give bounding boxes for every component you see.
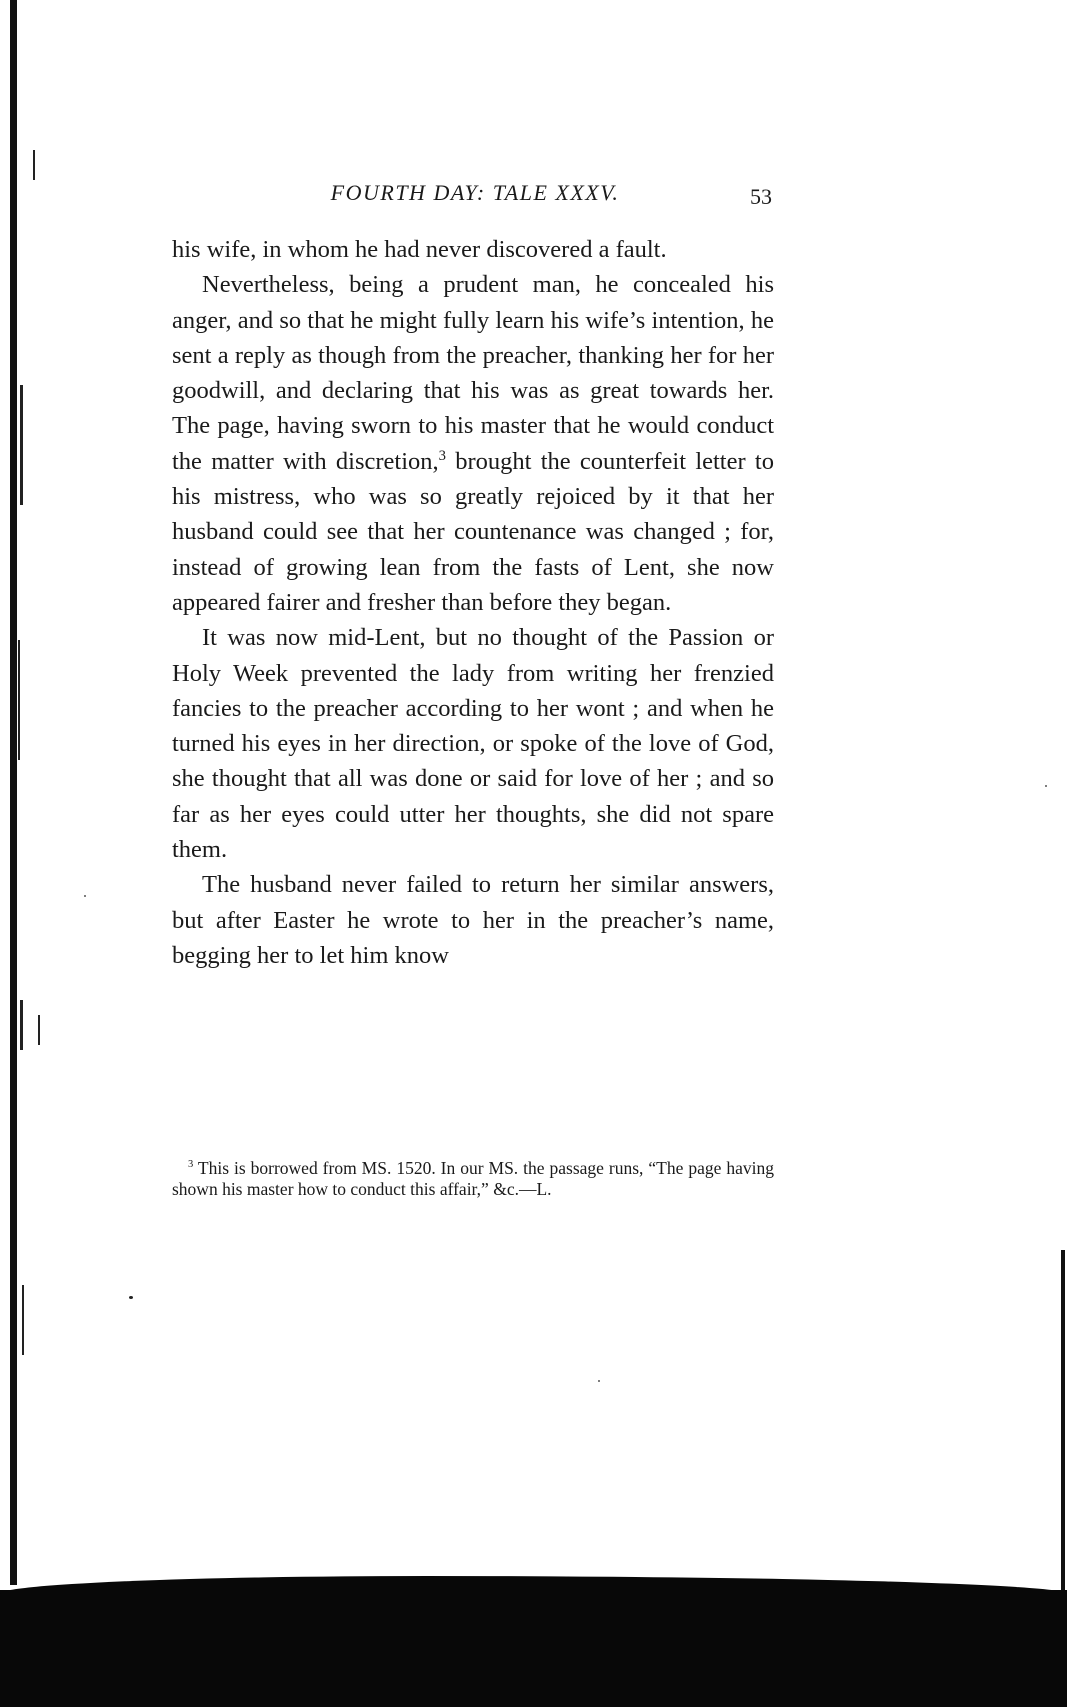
scan-speck (598, 1380, 600, 1382)
paragraph-text: The husband never failed to return her similar answers, but after Easter he wrote to her in the preacher’s name, begging her to let him know (172, 871, 774, 969)
binding-mark (33, 150, 35, 180)
running-head: FOURTH DAY: TALE XXXV. (330, 180, 620, 205)
scan-speck (129, 1296, 133, 1299)
paragraph (172, 267, 774, 620)
binding-edge (10, 0, 17, 1585)
binding-mark (20, 1000, 23, 1050)
right-scan-edge (1061, 1250, 1065, 1590)
footnotes (172, 1158, 774, 1200)
paragraph (172, 232, 774, 267)
paragraph-text: Nevertheless, being a prudent man, he concealed his anger, and so that he might fully learn his wife’s intention, he sent a reply as though from the preacher, thanking her for her goodwill, and declaring that his was as great towards her. The page, having sworn to his master that he would conduct the matter with discretion, (172, 271, 774, 475)
footnote-text: This is borrowed from MS. 1520. In our MS. the passage runs, “The page having shown his master how to conduct this affair,” &c.—L. (172, 1158, 774, 1199)
paragraph (172, 867, 774, 973)
paragraph-text: his wife, in whom he had never discovered a fault. (172, 236, 667, 263)
paragraph-text: brought the counterfeit letter to his mistress, who was so greatly rejoiced by it that her husband could see that her countenance was changed ; for, instead of growing lean from the fasts of Lent, she now appeared fairer and fresher than before they began. (172, 447, 774, 616)
footnote (172, 1158, 774, 1200)
page-number: 53 (750, 184, 772, 209)
binding-mark (18, 640, 20, 760)
binding-mark (22, 1285, 24, 1355)
footnote-reference: 3 (438, 447, 446, 464)
bottom-scan-band (0, 1590, 1067, 1707)
footnote-marker: 3 (188, 1159, 194, 1171)
body-text (172, 232, 774, 973)
binding-mark (20, 385, 23, 505)
paragraph-text: It was now mid-Lent, but no thought of the Passion or Holy Week prevented the lady from writing her frenzied fancies to the preacher according to her wont ; and when he turned his eyes in her direction, or spoke of the love of God, she thought that all was done or said for love of her ; and so far as her eyes could utter her thoughts, she did not spare them. (172, 624, 774, 864)
scan-speck (84, 895, 86, 897)
scan-speck (1045, 785, 1047, 787)
binding-mark (38, 1015, 40, 1045)
paragraph (172, 620, 774, 867)
